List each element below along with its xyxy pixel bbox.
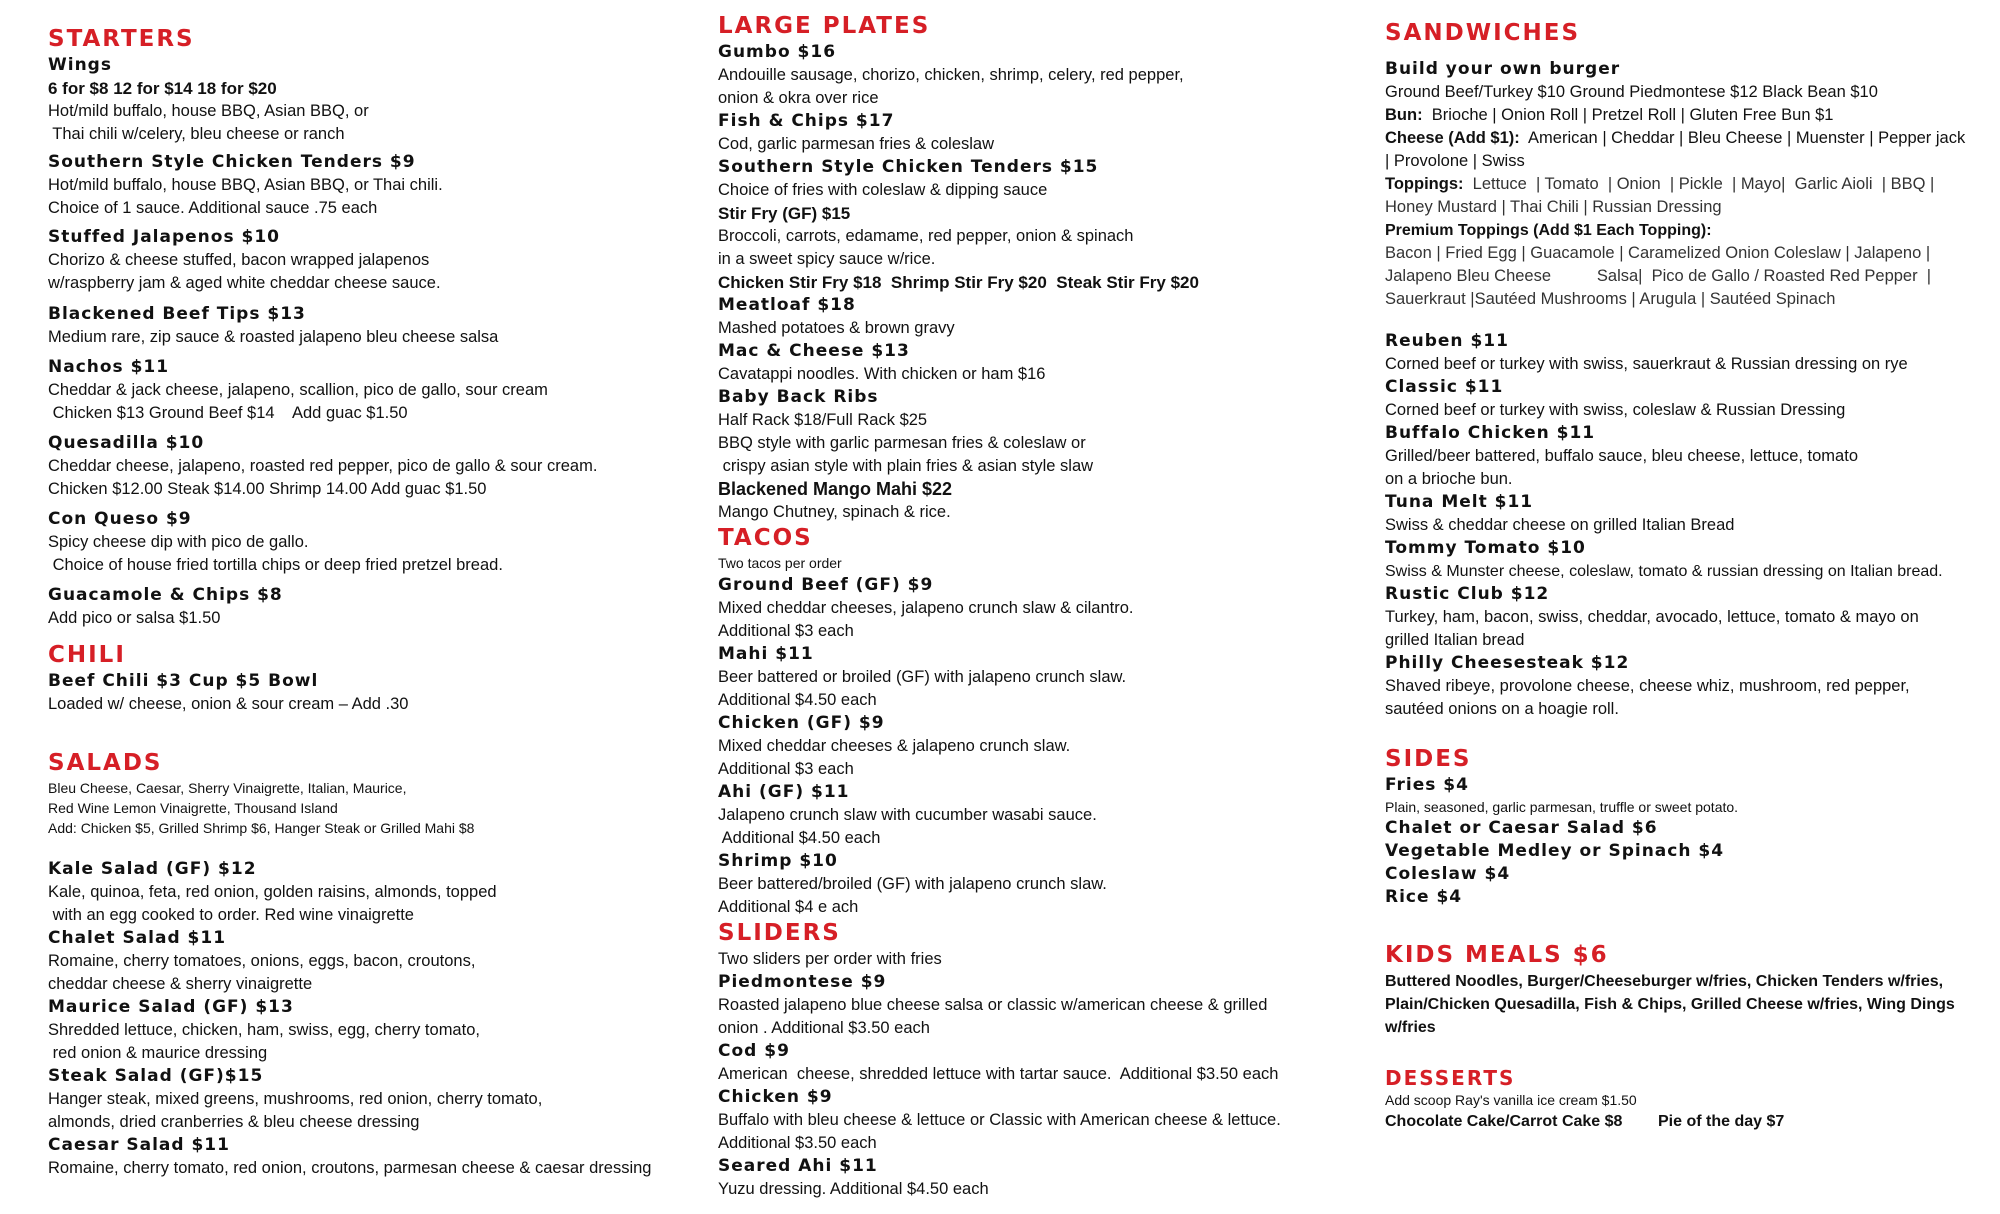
item-name: Stir Fry (GF) $15 [718, 204, 851, 223]
item-desc: Loaded w/ cheese, onion & sour cream – Add .30 [48, 695, 409, 713]
item-desc: Romaine, cherry tomato, red onion, croutons, parmesan cheese & caesar dressing [48, 1159, 652, 1177]
item-desc: Mango Chutney, spinach & rice. [718, 503, 951, 521]
item-name: Quesadilla $10 [48, 433, 205, 453]
item-desc: almonds, dried cranberries & bleu cheese dressing [48, 1113, 420, 1131]
item-name: Con Queso $9 [48, 509, 192, 529]
item-name: Baby Back Ribs [718, 387, 879, 407]
item-desc: Corned beef or turkey with swiss, sauerkraut & Russian dressing on rye [1385, 355, 1908, 373]
item-name: Steak Salad (GF)$15 [48, 1066, 264, 1086]
item-name: Chalet Salad $11 [48, 928, 227, 948]
item-desc: Half Rack $18/Full Rack $25 [718, 411, 928, 429]
item-name: Chicken $9 [718, 1087, 833, 1107]
item-name: Southern Style Chicken Tenders $9 [48, 152, 416, 172]
menu-item [1385, 376, 1985, 422]
item-desc: Choice of 1 sauce. Additional sauce .75 each [48, 199, 378, 217]
desserts-section [1385, 1066, 1985, 1133]
menu-item [718, 386, 1358, 478]
option-values: American | Cheddar | Bleu Cheese | Muenster | Pepper jack [1519, 129, 1966, 147]
item-desc: Spicy cheese dip with pico de gallo. [48, 533, 309, 551]
salads-section [48, 748, 688, 838]
item-desc: Cheddar & jack cheese, jalapeno, scallion, pico de gallo, sour cream [48, 381, 548, 399]
item-name: Chicken (GF) $9 [718, 713, 885, 733]
item-desc: w/fries [1385, 1019, 1436, 1036]
item-desc: onion & okra over rice [718, 89, 879, 107]
menu-item [48, 432, 688, 501]
section-note: Two tacos per order [718, 555, 842, 571]
sides-section [1385, 744, 1985, 909]
item-desc: Roasted jalapeno blue cheese salsa or classic w/american cheese & grilled [718, 996, 1268, 1014]
starters-items [48, 54, 688, 146]
menu-item [718, 110, 1358, 156]
menu-item [718, 781, 1358, 850]
item-desc: Buffalo with bleu cheese & lettuce or Classic with American cheese & lettuce. [718, 1111, 1281, 1129]
item-name: Blackened Beef Tips $13 [48, 304, 306, 324]
menu-item [48, 858, 688, 927]
item-name: Meatloaf $18 [718, 295, 856, 315]
item-name: Reuben $11 [1385, 331, 1509, 351]
item-name: Kale Salad (GF) $12 [48, 859, 257, 879]
menu-item [48, 508, 688, 577]
option-label: Cheese (Add $1): [1385, 129, 1520, 147]
option-values: Bacon | Fried Egg | Guacamole | Caramelized Onion Coleslaw | Jalapeno | [1385, 244, 1931, 262]
menu-item [718, 1086, 1358, 1155]
item-desc: Broccoli, carrots, edamame, red pepper, onion & spinach [718, 227, 1134, 245]
item-name: Cod $9 [718, 1041, 790, 1061]
item-desc: Buttered Noodles, Burger/Cheeseburger w/fries, Chicken Tenders w/fries, [1385, 973, 1944, 990]
item-desc: Cavatappi noodles. With chicken or ham $16 [718, 365, 1046, 383]
item-name: Wings [48, 55, 112, 75]
menu-item [1385, 422, 1985, 491]
item-desc: Cheddar cheese, jalapeno, roasted red pepper, pico de gallo & sour cream. [48, 457, 598, 475]
item-desc: BBQ style with garlic parmesan fries & coleslaw or [718, 434, 1086, 452]
menu-item [48, 1065, 688, 1134]
item-desc: Hot/mild buffalo, house BBQ, Asian BBQ, or Thai chili. [48, 176, 443, 194]
section-title: KIDS MEALS $6 [1385, 942, 1609, 968]
option-values: Sauerkraut |Sautéed Mushrooms | Arugula | Sautéed Spinach [1385, 290, 1836, 308]
option-values: Honey Mustard | Thai Chili | Russian Dressing [1385, 198, 1722, 216]
item-desc: American cheese, shredded lettuce with tartar sauce. Additional $3.50 each [718, 1065, 1279, 1083]
option-label: Premium Toppings (Add $1 Each Topping): [1385, 222, 1712, 239]
item-desc: Choice of fries with coleslaw & dipping sauce [718, 181, 1048, 199]
menu-item [48, 996, 688, 1065]
dressing-list: Red Wine Lemon Vinaigrette, Thousand Island [48, 800, 338, 816]
item-desc: Chicken $12.00 Steak $14.00 Shrimp 14.00 Add guac $1.50 [48, 480, 487, 498]
item-name: Mac & Cheese $13 [718, 341, 910, 361]
item-name: Shrimp $10 [718, 851, 838, 871]
section-note: Add scoop Ray's vanilla ice cream $1.50 [1385, 1092, 1637, 1108]
option-values: Lettuce | Tomato | Onion | Pickle | Mayo| Garlic Aioli | BBQ | [1463, 175, 1935, 193]
item-desc: grilled Italian bread [1385, 631, 1525, 649]
item-name: Blackened Mango Mahi $22 [718, 479, 953, 499]
item-desc: Swiss & Munster cheese, coleslaw, tomato & russian dressing on Italian bread. [1385, 563, 1943, 580]
item-desc: sautéed onions on a hoagie roll. [1385, 700, 1619, 718]
option-values: Brioche | Onion Roll | Pretzel Roll | Gluten Free Bun $1 [1422, 106, 1834, 124]
chili-section [48, 640, 688, 716]
menu-item [718, 340, 1358, 386]
option-label: Toppings: [1385, 175, 1464, 193]
item-desc: Ground Beef/Turkey $10 Ground Piedmontese $12 Black Bean $10 [1385, 83, 1878, 101]
item-name: Fish & Chips $17 [718, 111, 895, 131]
menu-item [48, 151, 688, 220]
item-price: 6 for $8 12 for $14 18 for $20 [48, 79, 277, 98]
menu-item [718, 574, 1358, 643]
item-name: Maurice Salad (GF) $13 [48, 997, 294, 1017]
section-note: Two sliders per order with fries [718, 950, 942, 968]
sandwiches-section [1385, 18, 1985, 48]
item-name: Vegetable Medley or Spinach $4 [1385, 841, 1725, 861]
item-name: Guacamole & Chips $8 [48, 585, 283, 605]
item-name: Beef Chili $3 Cup $5 Bowl [48, 671, 319, 691]
item-name: Stuffed Jalapenos $10 [48, 227, 280, 247]
item-name: Mahi $11 [718, 644, 814, 664]
item-desc: Hot/mild buffalo, house BBQ, Asian BBQ, or [48, 102, 369, 120]
item-desc: Beer battered or broiled (GF) with jalapeno crunch slaw. [718, 668, 1127, 686]
item-desc: Turkey, ham, bacon, swiss, cheddar, avocado, lettuce, tomato & mayo on [1385, 608, 1919, 626]
item-desc: cheddar cheese & sherry vinaigrette [48, 975, 313, 993]
item-desc: Chorizo & cheese stuffed, bacon wrapped jalapenos [48, 251, 430, 269]
item-desc: Additional $4.50 each [718, 829, 881, 847]
menu-item [48, 584, 688, 630]
item-name: Chocolate Cake/Carrot Cake $8 Pie of the day $7 [1385, 1113, 1785, 1130]
section-title: SANDWICHES [1385, 20, 1581, 46]
tacos-section [718, 523, 1358, 573]
item-desc: Additional $3.50 each [718, 1134, 877, 1152]
item-name: Coleslaw $4 [1385, 864, 1511, 884]
item-desc: Plain, seasoned, garlic parmesan, truffle or sweet potato. [1385, 799, 1739, 815]
menu-item [718, 41, 1358, 110]
section-title: SLIDERS [718, 920, 841, 946]
option-label: Bun: [1385, 106, 1423, 124]
item-desc: Additional $3 each [718, 622, 854, 640]
starters-section [48, 24, 688, 54]
item-desc: Grilled/beer battered, buffalo sauce, bleu cheese, lettuce, tomato [1385, 447, 1858, 465]
item-desc: Medium rare, zip sauce & roasted jalapeno bleu cheese salsa [48, 328, 499, 346]
menu-item [718, 1040, 1358, 1086]
item-name: Chalet or Caesar Salad $6 [1385, 818, 1658, 838]
item-desc: red onion & maurice dressing [48, 1044, 268, 1062]
item-name: Piedmontese $9 [718, 972, 887, 992]
section-title: SALADS [48, 750, 163, 776]
item-name: Classic $11 [1385, 377, 1504, 397]
menu-item [718, 850, 1358, 919]
item-desc: onion . Additional $3.50 each [718, 1019, 930, 1037]
item-desc: Kale, quinoa, feta, red onion, golden raisins, almonds, topped [48, 883, 497, 901]
item-name: Ahi (GF) $11 [718, 782, 850, 802]
menu-item [48, 927, 688, 996]
menu-item [718, 712, 1358, 781]
item-desc: Cod, garlic parmesan fries & coleslaw [718, 135, 995, 153]
item-name: Seared Ahi $11 [718, 1156, 878, 1176]
item-name: Buffalo Chicken $11 [1385, 423, 1596, 443]
item-name: Nachos $11 [48, 357, 170, 377]
item-options: Chicken Stir Fry $18 Shrimp Stir Fry $20 Steak Stir Fry $20 [718, 273, 1199, 292]
item-desc: Romaine, cherry tomatoes, onions, eggs, bacon, croutons, [48, 952, 476, 970]
item-desc: Andouille sausage, chorizo, chicken, shrimp, celery, red pepper, [718, 66, 1184, 84]
item-desc: Plain/Chicken Quesadilla, Fish & Chips, Grilled Cheese w/fries, Wing Dings [1385, 996, 1955, 1013]
item-desc: Thai chili w/celery, bleu cheese or ranch [48, 125, 345, 143]
large-plates-section [718, 11, 1358, 41]
item-desc: Additional $3 each [718, 760, 854, 778]
menu-item [1385, 330, 1985, 376]
item-desc: on a brioche bun. [1385, 470, 1513, 488]
item-desc: Mixed cheddar cheeses & jalapeno crunch slaw. [718, 737, 1071, 755]
salad-add-ons: Add: Chicken $5, Grilled Shrimp $6, Hanger Steak or Grilled Mahi $8 [48, 820, 475, 836]
item-desc: Choice of house fried tortilla chips or deep fried pretzel bread. [48, 556, 503, 574]
item-desc: Additional $4.50 each [718, 691, 877, 709]
section-title: CHILI [48, 642, 126, 668]
item-desc: with an egg cooked to order. Red wine vinaigrette [48, 906, 414, 924]
item-desc: Add pico or salsa $1.50 [48, 609, 221, 627]
item-desc: Mashed potatoes & brown gravy [718, 319, 955, 337]
menu-item [1385, 491, 1985, 537]
menu-item [1385, 583, 1985, 652]
item-name: Rice $4 [1385, 887, 1463, 907]
sliders-section [718, 918, 1358, 971]
item-desc: Mixed cheddar cheeses, jalapeno crunch slaw & cilantro. [718, 599, 1134, 617]
item-name: Fries $4 [1385, 775, 1469, 795]
item-desc: Shaved ribeye, provolone cheese, cheese whiz, mushroom, red pepper, [1385, 677, 1910, 695]
item-desc: Swiss & cheddar cheese on grilled Italian Bread [1385, 516, 1735, 534]
menu-item [718, 156, 1358, 202]
item-desc: Shredded lettuce, chicken, ham, swiss, egg, cherry tomato, [48, 1021, 480, 1039]
item-desc: crispy asian style with plain fries & asian style slaw [718, 457, 1094, 475]
section-title: LARGE PLATES [718, 13, 931, 39]
menu-item [718, 294, 1358, 340]
item-desc: Jalapeno crunch slaw with cucumber wasabi sauce. [718, 806, 1097, 824]
section-title: SIDES [1385, 746, 1472, 772]
item-name: Tuna Melt $11 [1385, 492, 1534, 512]
item-desc: Additional $4 e ach [718, 898, 859, 916]
item-name: Tommy Tomato $10 [1385, 538, 1586, 558]
menu-item [718, 643, 1358, 712]
item-desc: Chicken $13 Ground Beef $14 Add guac $1.50 [48, 404, 408, 422]
section-title: TACOS [718, 525, 813, 551]
kids-meals-section [1385, 940, 1985, 1039]
dressing-list: Bleu Cheese, Caesar, Sherry Vinaigrette, Italian, Maurice, [48, 780, 407, 796]
item-desc: in a sweet spicy sauce w/rice. [718, 250, 936, 268]
menu-item [48, 1134, 688, 1180]
menu-item [718, 478, 1358, 524]
item-desc: w/raspberry jam & aged white cheddar cheese sauce. [48, 274, 441, 292]
menu-item [48, 226, 688, 295]
menu-item [1385, 652, 1985, 721]
item-name: Caesar Salad $11 [48, 1135, 230, 1155]
option-values: Jalapeno Bleu Cheese Salsa| Pico de Gallo / Roasted Red Pepper | [1385, 267, 1932, 285]
item-desc: Beer battered/broiled (GF) with jalapeno crunch slaw. [718, 875, 1107, 893]
item-name: Build your own burger [1385, 59, 1621, 79]
item-name: Ground Beef (GF) $9 [718, 575, 934, 595]
build-your-own-burger [1385, 58, 1985, 311]
item-desc: Corned beef or turkey with swiss, coleslaw & Russian Dressing [1385, 401, 1846, 419]
item-desc: Hanger steak, mixed greens, mushrooms, red onion, cherry tomato, [48, 1090, 543, 1108]
menu-item [718, 971, 1358, 1040]
menu-item [48, 356, 688, 425]
section-title: DESSERTS [1385, 1066, 1516, 1090]
item-desc: Yuzu dressing. Additional $4.50 each [718, 1180, 989, 1198]
menu-item [718, 202, 1358, 294]
menu-item [1385, 537, 1985, 583]
section-title: STARTERS [48, 26, 195, 52]
item-name: Philly Cheesesteak $12 [1385, 653, 1630, 673]
option-values: | Provolone | Swiss [1385, 152, 1525, 170]
item-name: Rustic Club $12 [1385, 584, 1550, 604]
item-name: Southern Style Chicken Tenders $15 [718, 157, 1099, 177]
menu-item [718, 1155, 1358, 1201]
item-name: Gumbo $16 [718, 42, 837, 62]
menu-item [48, 303, 688, 349]
